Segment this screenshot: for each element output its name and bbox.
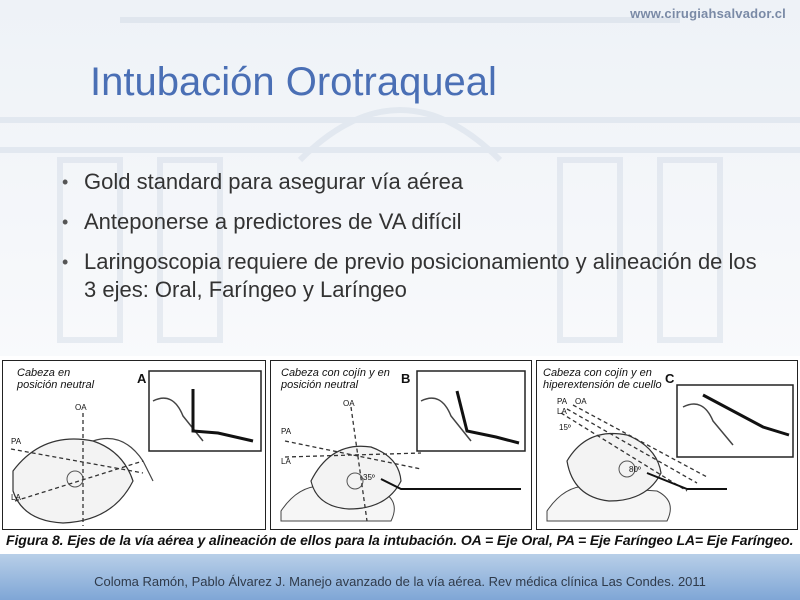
- figure-panel-a: [2, 360, 266, 530]
- panel-c-axis-oa: OA: [575, 397, 587, 406]
- bullet-item: [58, 208, 758, 236]
- panel-b-caption-line-2: posición neutral: [281, 379, 359, 391]
- panel-a-letter: A: [137, 371, 147, 386]
- figure-panel-b: [270, 360, 532, 530]
- bullet-item: [58, 168, 758, 196]
- figure-panel-c: [536, 360, 798, 530]
- panel-b-letter: B: [401, 371, 411, 386]
- panel-c-letter: C: [665, 371, 675, 386]
- bullet-list: [58, 168, 758, 316]
- panel-a-caption-line-1: Cabeza en: [17, 367, 71, 379]
- bullet-text: Anteponerse a predictores de VA difícil: [84, 209, 462, 234]
- panel-c-caption-line-1: Cabeza con cojín y en: [543, 367, 652, 379]
- panel-b-angle: 35º: [363, 473, 375, 482]
- slide-title: Intubación Orotraqueal: [90, 60, 497, 104]
- figure-caption: Figura 8. Ejes de la vía aérea y alineación de ellos para la intubación. OA = Eje Oral, PA = Eje Faríngeo LA= Eje Faríngeo.: [6, 532, 794, 548]
- panel-c-angle-80: 80º: [629, 465, 641, 474]
- site-url: www.cirugiahsalvador.cl: [630, 6, 786, 21]
- airway-axes-figure: [0, 356, 800, 554]
- panel-a-axis-pa: PA: [11, 437, 22, 446]
- panel-b-caption-line-1: Cabeza con cojín y en: [281, 367, 390, 379]
- panel-c-caption-line-2: hiperextensión de cuello: [543, 379, 662, 391]
- panel-b-axis-oa: OA: [343, 399, 355, 408]
- bullet-icon: •: [62, 212, 69, 232]
- panel-a-axis-oa: OA: [75, 403, 87, 412]
- panel-a-caption-line-2: posición neutral: [17, 379, 95, 391]
- bullet-item: [58, 248, 758, 304]
- bullet-text: Laringoscopia requiere de previo posicionamiento y alineación de los 3 ejes: Oral, Faríngeo y Laríngeo: [84, 249, 757, 302]
- panel-c-axis-la: LA: [557, 407, 567, 416]
- bullet-text: Gold standard para asegurar vía aérea: [84, 169, 464, 194]
- panel-c-axis-pa: PA: [557, 397, 568, 406]
- panel-c-angle-15: 15º: [559, 423, 571, 432]
- panel-a-axis-la: LA: [11, 493, 21, 502]
- panel-b-axis-pa: PA: [281, 427, 292, 436]
- bullet-icon: •: [62, 172, 69, 192]
- bullet-icon: •: [62, 252, 69, 272]
- footer-citation: Coloma Ramón, Pablo Álvarez J. Manejo avanzado de la vía aérea. Rev médica clínica Las Condes. 2011: [94, 574, 706, 589]
- panel-b-axis-la: LA: [281, 457, 291, 466]
